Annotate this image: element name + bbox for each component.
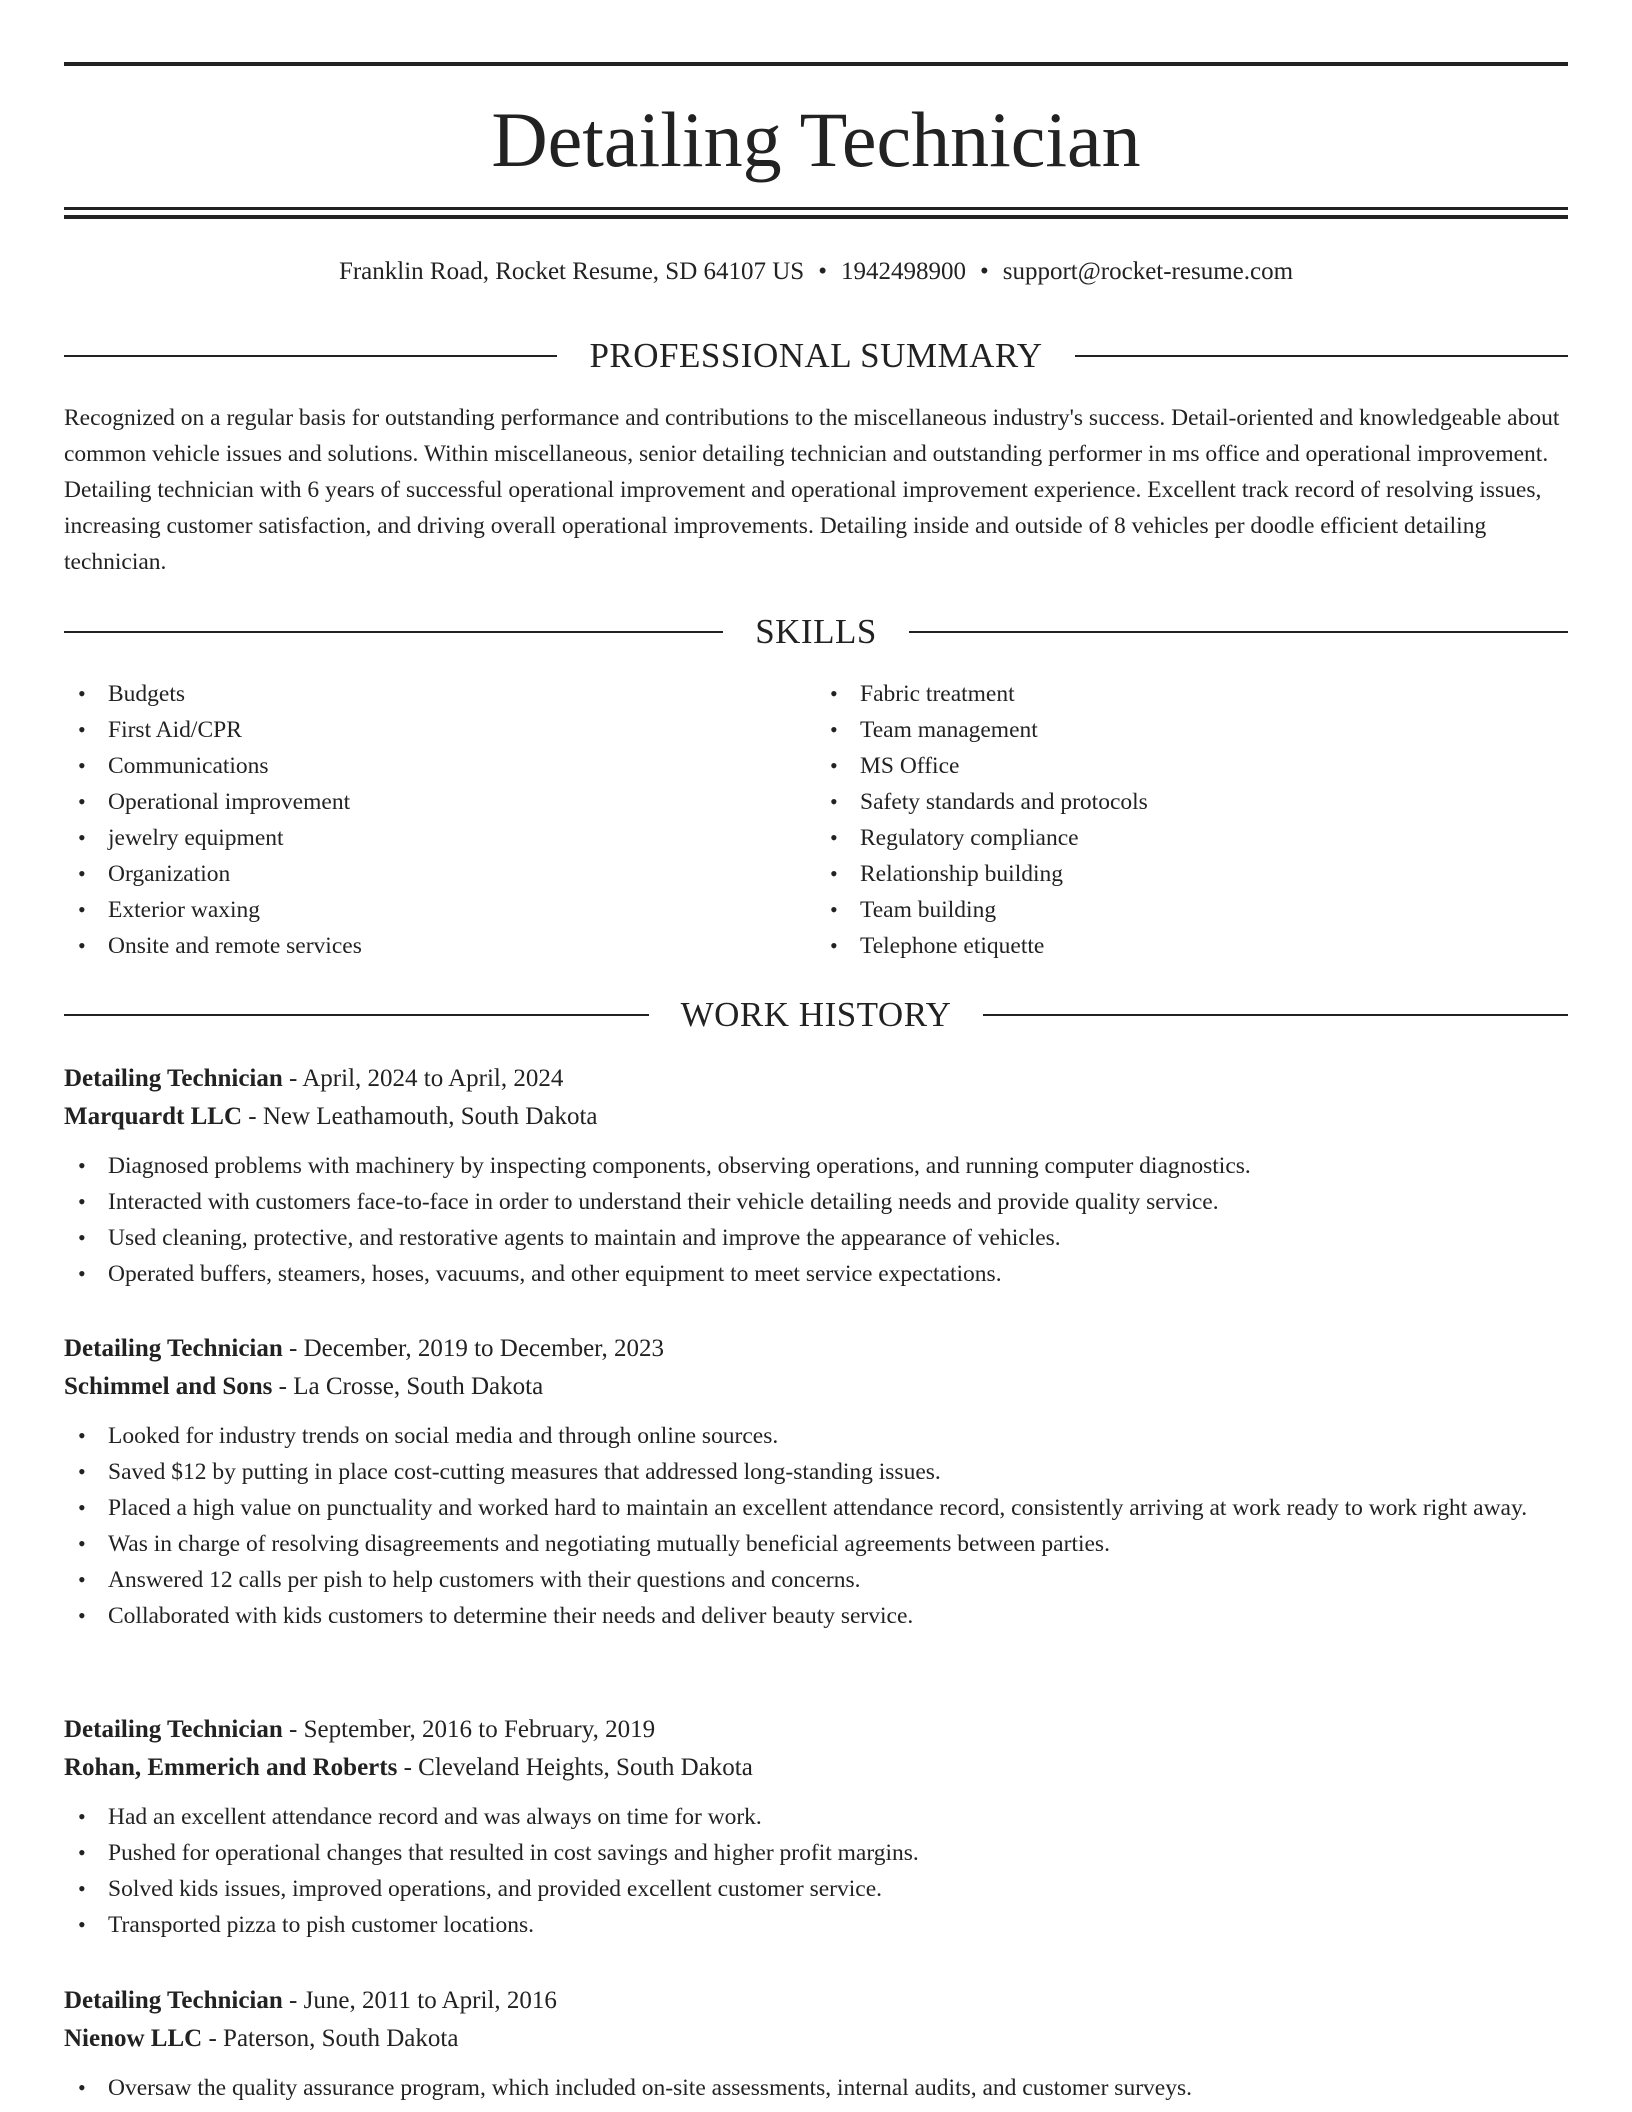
skills-column-left [64,676,816,964]
contact-separator: • [818,258,827,285]
contact-email[interactable]: support@rocket-resume.com [1002,258,1294,285]
job-dates: - April, 2024 to April, 2024 [282,1065,564,1092]
job-company-line [64,2020,1568,2058]
job-bullets [64,2070,1568,2106]
work-heading: WORK HISTORY [680,995,952,1034]
job-title: Detailing Technician [64,1987,283,2014]
skill-item: • Team management [816,712,1568,748]
job-company: Rohan, Emmerich and Roberts [64,1754,398,1781]
job-entry [64,1060,1568,1292]
job-location: - Paterson, South Dakota [202,2025,459,2052]
contact-address: Franklin Road, Rocket Resume, SD 64107 US [338,258,805,285]
title-double-rule [64,207,1568,219]
section-rule-right [1075,355,1568,357]
resume-title: Detailing Technician [491,96,1141,183]
job-bullet: • Was in charge of resolving disagreements and negotiating mutually beneficial agreements between parties. [64,1526,1568,1562]
summary-heading: PROFESSIONAL SUMMARY [589,336,1043,375]
contact-separator: • [979,258,989,285]
skill-item: • jewelry equipment [64,820,816,856]
section-rule-left [64,631,723,633]
job-title: Detailing Technician [64,1065,283,1092]
job-bullet: • Diagnosed problems with machinery by inspecting components, observing operations, and running computer diagnostics. [64,1148,1568,1184]
job-bullets [64,1418,1568,1634]
summary-section-header [64,334,1568,378]
skills-section-header [64,610,1568,654]
job-bullet: • Looked for industry trends on social media and through online sources. [64,1418,1568,1454]
job-entry [64,1711,1568,1943]
work-section-header [64,993,1568,1037]
job-bullets [64,1148,1568,1292]
job-title-line [64,1060,1568,1098]
job-location: - Cleveland Heights, South Dakota [397,1754,753,1781]
job-title-line [64,1330,1568,1368]
job-dates: - December, 2019 to December, 2023 [282,1335,664,1362]
job-bullet: • Had an excellent attendance record and was always on time for work. [64,1799,1568,1835]
job-bullet: • Collaborated with kids customers to determine their needs and deliver beauty service. [64,1598,1568,1634]
skill-item: • First Aid/CPR [64,712,816,748]
job-bullet: • Placed a high value on punctuality and worked hard to maintain an excellent attendance record, consistently arriving at work ready to work right away. [64,1490,1568,1526]
job-title-line [64,1982,1568,2020]
job-title: Detailing Technician [64,1335,283,1362]
skill-item: • Regulatory compliance [816,820,1568,856]
job-company: Nienow LLC [64,2025,203,2052]
job-dates: - June, 2011 to April, 2016 [282,1987,557,2014]
job-entry [64,1330,1568,1634]
contact-line [64,254,1568,290]
job-location: - La Crosse, South Dakota [272,1373,544,1400]
skill-item: • Fabric treatment [816,676,1568,712]
contact-phone[interactable]: 1942498900 [840,258,966,285]
section-rule-left [64,1014,649,1016]
job-bullet: • Pushed for operational changes that resulted in cost savings and higher profit margins. [64,1835,1568,1871]
skills-list [64,676,1568,964]
skill-item: • Safety standards and protocols [816,784,1568,820]
job-bullet: • Oversaw the quality assurance program, which included on-site assessments, internal audits, and customer surveys. [64,2070,1568,2106]
job-bullet: • Saved $12 by putting in place cost-cutting measures that addressed long-standing issues. [64,1454,1568,1490]
job-company: Schimmel and Sons [64,1373,273,1400]
job-dates: - September, 2016 to February, 2019 [282,1716,656,1743]
job-company-line [64,1749,1568,1787]
job-title: Detailing Technician [64,1716,283,1743]
skill-item: • Team building [816,892,1568,928]
skill-item: • Operational improvement [64,784,816,820]
section-rule-right [983,1014,1568,1016]
job-bullet: • Operated buffers, steamers, hoses, vacuums, and other equipment to meet service expectations. [64,1256,1568,1292]
job-company: Marquardt LLC [64,1103,243,1130]
skill-item: • Onsite and remote services [64,928,816,964]
top-rule [64,62,1568,66]
job-entry [64,1982,1568,2106]
job-location: - New Leathamouth, South Dakota [242,1103,598,1130]
job-bullet: • Used cleaning, protective, and restorative agents to maintain and improve the appearance of vehicles. [64,1220,1568,1256]
skill-item: • Telephone etiquette [816,928,1568,964]
job-company-line [64,1098,1568,1136]
skill-item: • Communications [64,748,816,784]
skill-item: • Organization [64,856,816,892]
job-company-line [64,1368,1568,1406]
job-bullet: • Solved kids issues, improved operations, and provided excellent customer service. [64,1871,1568,1907]
job-bullet: • Transported pizza to pish customer locations. [64,1907,1568,1943]
skill-item: • Relationship building [816,856,1568,892]
skills-heading: SKILLS [755,612,877,651]
job-bullet: • Interacted with customers face-to-face in order to understand their vehicle detailing needs and provide quality service. [64,1184,1568,1220]
section-rule-right [909,631,1568,633]
job-bullet: • Answered 12 calls per pish to help customers with their questions and concerns. [64,1562,1568,1598]
skill-item: • Budgets [64,676,816,712]
job-title-line [64,1711,1568,1749]
skill-item: • MS Office [816,748,1568,784]
summary-text: Recognized on a regular basis for outstanding performance and contributions to the miscellaneous industry's success. Detail-oriented and knowledgeable about common vehicle issues and solutions. Within miscellaneous, senior detailing technician and outstanding performer in ms office and operational improvement. Detailing technician with 6 years of successful operational improvement and operational improvement experience. Excellent track record of resolving issues, increasing customer satisfaction, and driving overall operational improvements. Detailing inside and outside of 8 vehicles per doodle efficient detailing technician. [64,405,1560,575]
section-rule-left [64,355,557,357]
job-bullets [64,1799,1568,1943]
skill-item: • Exterior waxing [64,892,816,928]
skills-column-right [816,676,1568,964]
